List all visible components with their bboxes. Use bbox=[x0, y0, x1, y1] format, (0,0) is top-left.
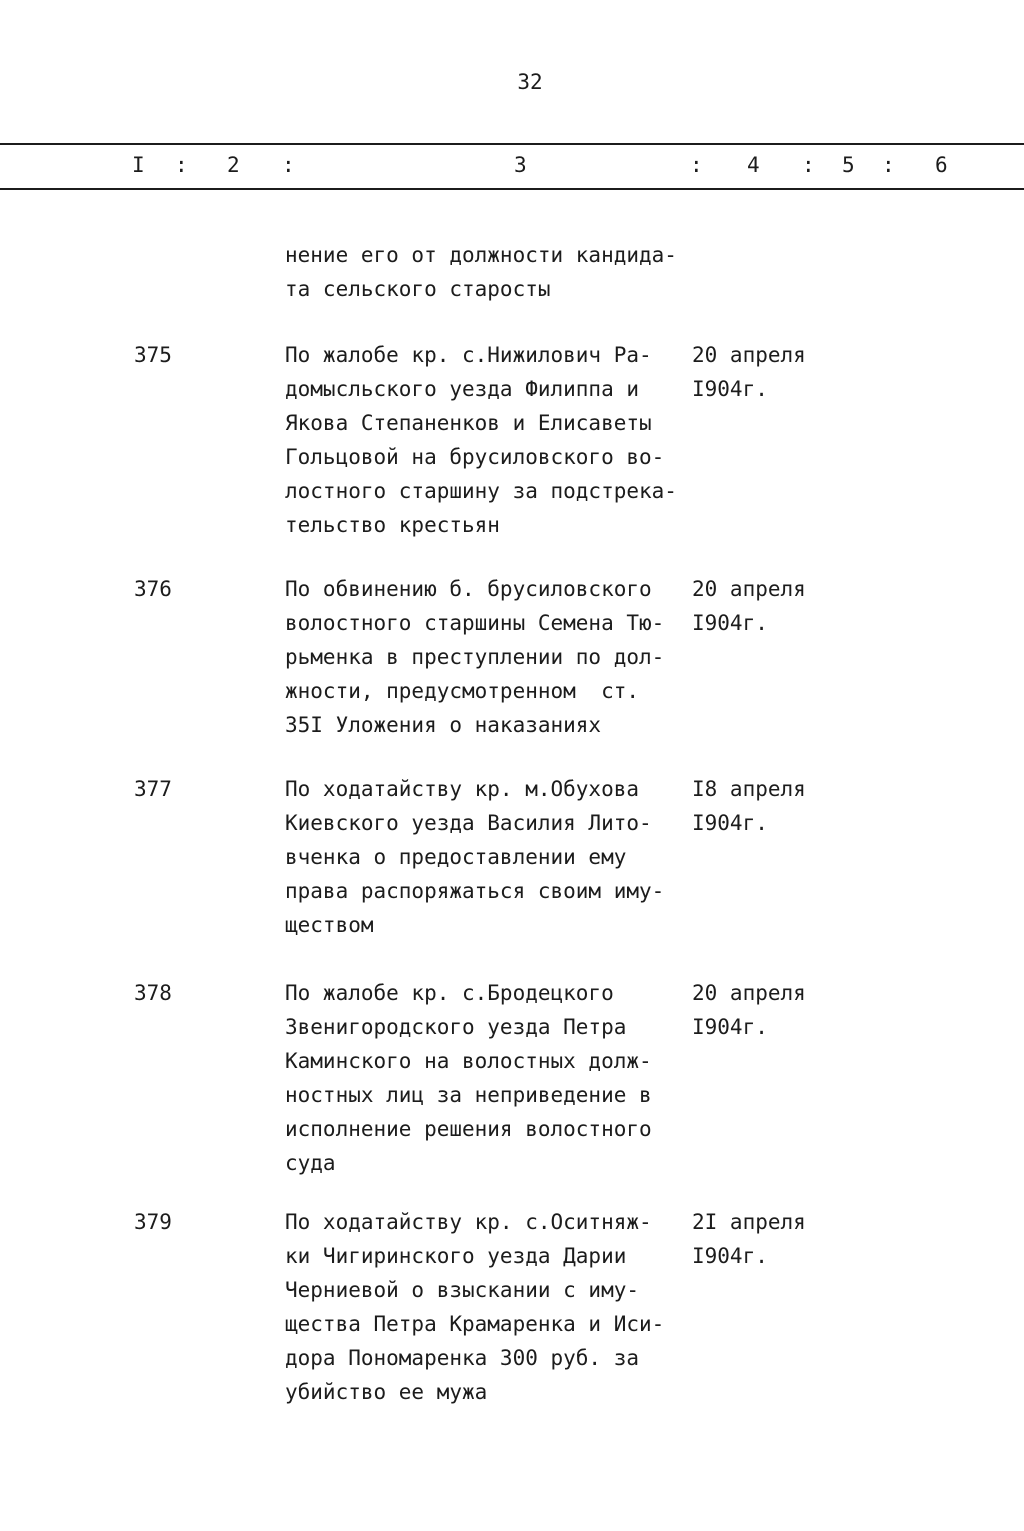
column-header-3: 3 bbox=[514, 153, 527, 177]
description-line: права распоряжаться своим иму- bbox=[285, 879, 665, 903]
column-separator: : bbox=[282, 153, 295, 177]
column-separator: : bbox=[690, 153, 703, 177]
description-line: жности, предусмотренном ст. bbox=[285, 679, 640, 703]
column-separator: : bbox=[802, 153, 815, 177]
description-line: Звенигородского уезда Петра bbox=[285, 1015, 627, 1039]
header-bottom-rule bbox=[0, 188, 1024, 190]
date-day-month: 2I апреля bbox=[692, 1210, 806, 1234]
record-date bbox=[692, 976, 842, 1044]
description-line: По ходатайству кр. с.Оситняж- bbox=[285, 1210, 652, 1234]
record-date bbox=[692, 772, 842, 840]
description-line: тельство крестьян bbox=[285, 513, 500, 537]
column-header-5: 5 bbox=[842, 153, 855, 177]
date-year: I904г. bbox=[692, 377, 768, 401]
description-line: Киевского уезда Василия Лито- bbox=[285, 811, 652, 835]
column-separator: : bbox=[175, 153, 188, 177]
date-day-month: 20 апреля bbox=[692, 343, 806, 367]
description-line: лостного старшину за подстрека- bbox=[285, 479, 677, 503]
description-line: нение его от должности кандида- bbox=[285, 243, 677, 267]
date-year: I904г. bbox=[692, 611, 768, 635]
description-line: Каминского на волостных долж- bbox=[285, 1049, 652, 1073]
page-number: 32 bbox=[517, 70, 543, 94]
description-line: По ходатайству кр. м.Обухова bbox=[285, 777, 640, 801]
record-date bbox=[692, 338, 842, 406]
description-line: 35I Уложения о наказаниях bbox=[285, 713, 602, 737]
column-header-2: 2 bbox=[227, 153, 240, 177]
date-year: I904г. bbox=[692, 1015, 768, 1039]
record-description bbox=[285, 976, 705, 1180]
record-description bbox=[285, 572, 705, 742]
record-date bbox=[692, 572, 842, 640]
description-line: исполнение решения волостного bbox=[285, 1117, 652, 1141]
column-header-6: 6 bbox=[935, 153, 948, 177]
date-year: I904г. bbox=[692, 811, 768, 835]
description-line: суда bbox=[285, 1151, 336, 1175]
column-header-1: I bbox=[132, 153, 145, 177]
date-day-month: I8 апреля bbox=[692, 777, 806, 801]
description-line: По жалобе кр. с.Бродецкого bbox=[285, 981, 614, 1005]
description-line: домысльского уезда Филиппа и bbox=[285, 377, 640, 401]
record-number: 375 bbox=[134, 343, 172, 367]
description-line: рьменка в преступлении по дол- bbox=[285, 645, 665, 669]
date-year: I904г. bbox=[692, 1244, 768, 1268]
record-number: 378 bbox=[134, 981, 172, 1005]
header-top-rule bbox=[0, 143, 1024, 145]
description-line: По жалобе кр. с.Нижилович Ра- bbox=[285, 343, 652, 367]
description-line: дора Пономаренка 300 руб. за bbox=[285, 1346, 640, 1370]
description-line: Якова Степаненков и Елисаветы bbox=[285, 411, 652, 435]
description-line: ки Чигиринского уезда Дарии bbox=[285, 1244, 627, 1268]
record-number: 377 bbox=[134, 777, 172, 801]
description-line: Гольцовой на брусиловского во- bbox=[285, 445, 665, 469]
date-day-month: 20 апреля bbox=[692, 577, 806, 601]
description-line: волостного старшины Семена Тю- bbox=[285, 611, 665, 635]
record-date bbox=[692, 1205, 842, 1273]
record-number: 379 bbox=[134, 1210, 172, 1234]
record-description bbox=[285, 772, 705, 942]
description-line: ществом bbox=[285, 913, 374, 937]
description-line: вченка о предоставлении ему bbox=[285, 845, 627, 869]
description-line: та сельского старосты bbox=[285, 277, 551, 301]
description-line: щества Петра Крамаренка и Иси- bbox=[285, 1312, 665, 1336]
date-day-month: 20 апреля bbox=[692, 981, 806, 1005]
record-description bbox=[285, 1205, 705, 1409]
description-line: убийство ее мужа bbox=[285, 1380, 488, 1404]
record-description bbox=[285, 238, 705, 306]
description-line: ностных лиц за неприведение в bbox=[285, 1083, 652, 1107]
record-description bbox=[285, 338, 705, 542]
record-number: 376 bbox=[134, 577, 172, 601]
column-separator: : bbox=[882, 153, 895, 177]
column-header-4: 4 bbox=[747, 153, 760, 177]
description-line: Черниевой о взыскании с иму- bbox=[285, 1278, 640, 1302]
description-line: По обвинению б. брусиловского bbox=[285, 577, 652, 601]
